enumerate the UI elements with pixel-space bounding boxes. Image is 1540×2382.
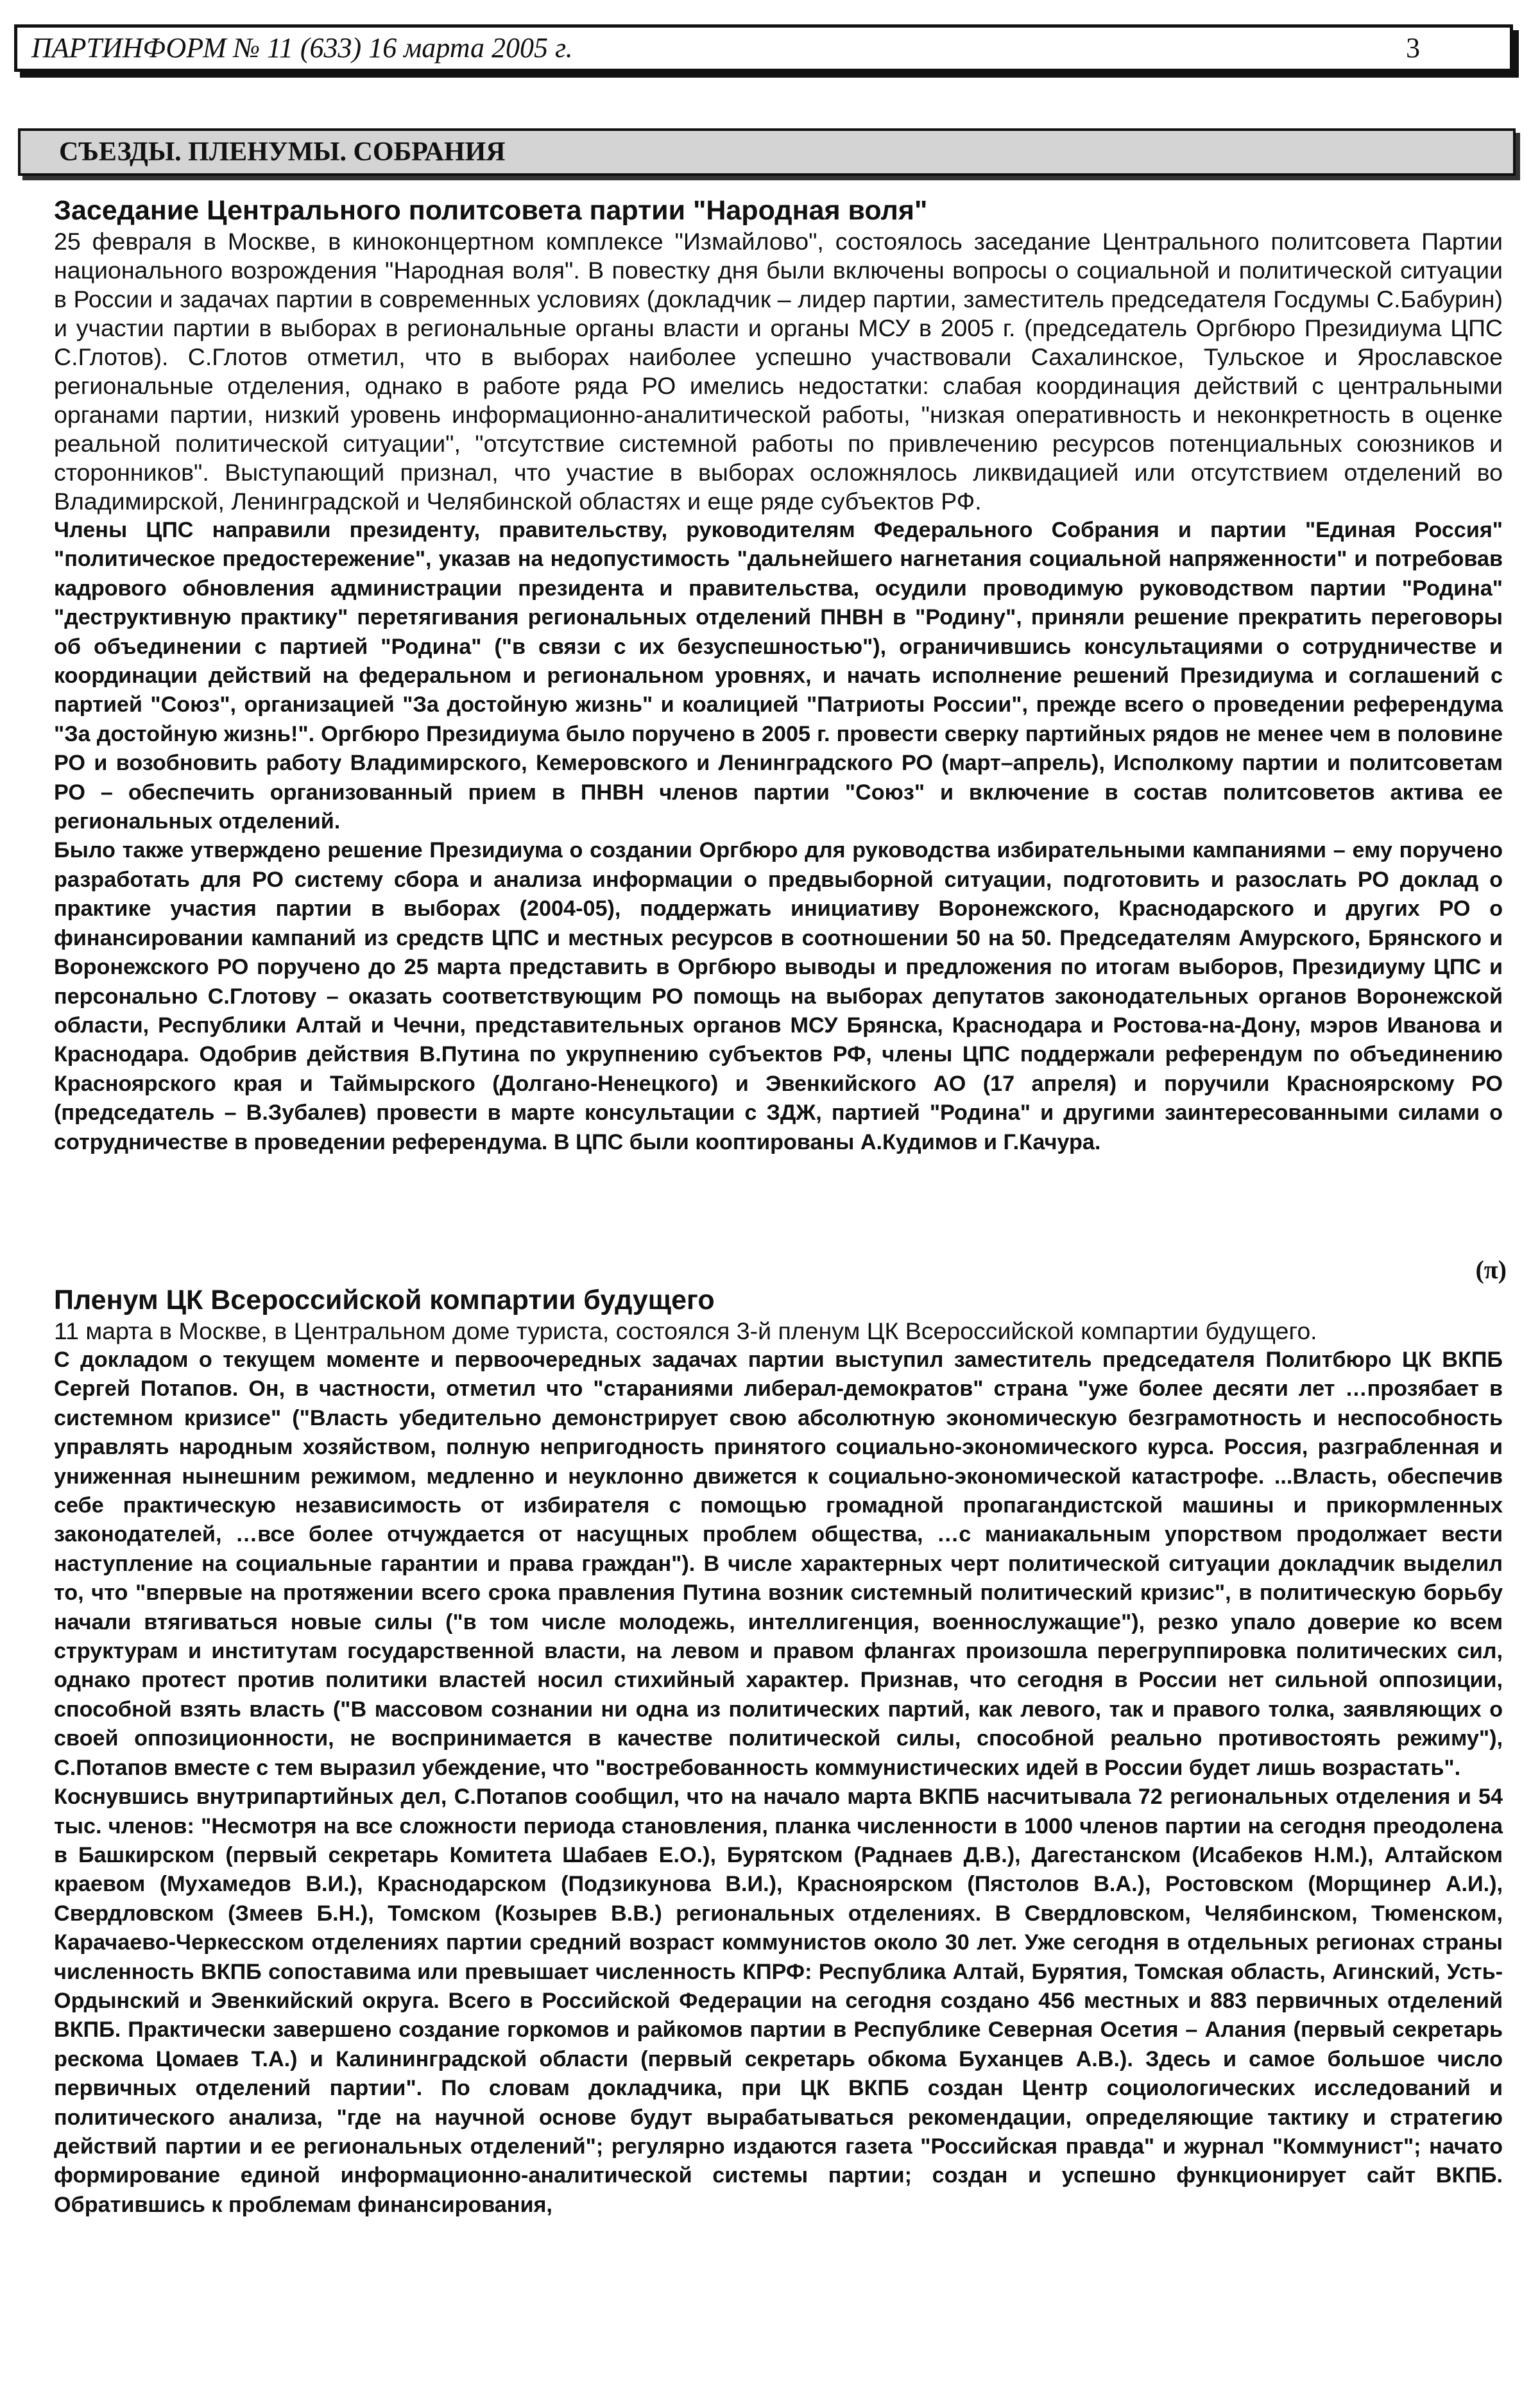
page-header <box>14 24 1513 72</box>
article-title: Заседание Центрального политсовета партии "Народная воля" <box>54 195 928 226</box>
article-signature: (π) <box>1475 1255 1507 1284</box>
article-paragraph: Было также утверждено решение Президиума о создании Оргбюро для руководства избирательными кампаниями – ему поручено разработать для РО систему сбора и анализа информации о предвыборной ситуации, подготовить и разослать РО доклад о практике участия партии в выборах (2004-05), поддержать инициативу Воронежского, Краснодарского и других РО о финансировании кампаний из средств ЦПС и местных ресурсов в соотношении 50 на 50. Председателям Амурского, Брянского и Воронежского РО поручено до 25 марта представить в Оргбюро выводы и предложения по итогам выборов, Президиуму ЦПС и персонально С.Глотову – оказать соответствующим РО помощь на выборах депутатов законодательных органов Воронежской области, Республики Алтай и Чечни, представительных органов МСУ Брянска, Краснодара и Ростова-на-Дону, мэров Иванова и Краснодара. Одобрив действия В.Путина по укрупнению субъектов РФ, члены ЦПС поддержали референдум по объединению Красноярского края и Таймырского (Долгано-Ненецкого) и Эвенкийского АО (17 апреля) и поручили Красноярскому РО (председатель – В.Зубалев) провести в марте консультации с ЗДЖ, партией "Родина" и другими заинтересованными силами о сотрудничестве в проведении референдума. В ЦПС были кооптированы А.Кудимов и Г.Качура. <box>54 838 1503 1154</box>
article-lead: 11 марта в Москве, в Центральном доме туриста, состоялся 3-й пленум ЦК Всероссийской компартии будущего. <box>54 1317 1317 1344</box>
section-title: СЪЕЗДЫ. ПЛЕНУМЫ. СОБРАНИЯ <box>59 137 506 167</box>
article-lead: 25 февраля в Москве, в киноконцертном комплексе "Измайлово", состоялось заседание Центрального политсовета Партии национального возрождения "Народная воля". В повестку дня были включены вопросы о социальной и политической ситуации в России и задачах партии в современных условиях (докладчик – лидер партии, заместитель председателя Госдумы С.Бабурин) и участии партии в выборах в региональные органы власти и органы МСУ в 2005 г. (председатель Оргбюро Президиума ЦПС С.Глотов). С.Глотов отметил, что в выборах наиболее успешно участвовали Сахалинское, Тульское и Ярославское региональные отделения, однако в работе ряда РО имелись недостатки: слабая координация действий с центральными органами партии, низкий уровень информационно-аналитической работы, "низкая оперативность и неконкретность в оценке реальной политической ситуации", "отсутствие системной работы по привлечению ресурсов потенциальных союзников и сторонников". Выступающий признал, что участие в выборах осложнялось ликвидацией или отсутствием отделений во Владимирской, Ленинградской и Челябинской областях и еще ряде субъектов РФ. <box>54 228 1503 515</box>
page-number: 3 <box>1406 32 1420 64</box>
article-people-will <box>54 194 1503 1157</box>
article-title: Пленум ЦК Всероссийской компартии будущего <box>54 1285 715 1315</box>
article-paragraph: С докладом о текущем моменте и первоочередных задачах партии выступил заместитель председателя Политбюро ЦК ВКПБ Сергей Потапов. Он, в частности, отметил что "стараниями либерал-демократов" страна "уже более десяти лет …прозябает в системном кризисе" ("Власть убедительно демонстрирует свою абсолютную экономическую безграмотность и неспособность управлять народным хозяйством, полную непригодность принятого социально-экономического курса. Россия, разграбленная и униженная нынешним режимом, медленно и неуклонно движется к социально-экономической катастрофе. ...Власть, обеспечив себе практическую независимость от избирателя с помощью громадной пропагандистской машины и прикормленных законодателей, …все более отчуждается от насущных проблем общества, …с маниакальным упорством продолжает вести наступление на социальные гарантии и права граждан"). В числе характерных черт политической ситуации докладчик выделил то, что "впервые на протяжении всего срока правления Путина возник системный политический кризис", в политическую борьбу начали втягиваться новые силы ("в том числе молодежь, интеллигенция, военнослужащие"), резко упало доверие ко всем структурам и институтам государственной власти, на левом и правом флангах произошла перегруппировка политических сил, однако протест против политики властей носил стихийный характер. Признав, что сегодня в России нет сильной оппозиции, способной взять власть ("В массовом сознании ни одна из политических партий, как левого, так и правого толка, заявляющих о своей оппозиционности, не воспринимается в качестве политической силы, способной реально противостоять режиму"), С.Потапов вместе с тем выразил убеждение, что "востребованность коммунистических идей в России будет лишь возрастать". <box>54 1348 1503 1780</box>
article-paragraph: Коснувшись внутрипартийных дел, С.Потапов сообщил, что на начало марта ВКПБ насчитывала 72 региональных отделения и 54 тыс. членов: "Несмотря на все сложности периода становления, планка численности в 1000 членов партии на сегодня преодолена в Башкирском (первый секретарь Комитета Шабаев Е.О.), Бурятском (Раднаев Д.В.), Дагестанском (Исабеков Н.М.), Алтайском краевом (Мухамедов В.И.), Краснодарском (Подзикунова В.И.), Красноярском (Пястолов В.А.), Ростовском (Морщинер А.И.), Свердловском (Змеев Б.Н.), Томском (Козырев В.В.) региональных отделениях. В Свердловском, Челябинском, Тюменском, Карачаево-Черкесском отделениях партии средний возраст коммунистов около 30 лет. Уже сегодня в отдельных регионах страны численность ВКПБ сопоставима или превышает численность КПРФ: Республика Алтай, Бурятия, Томская область, Агинский, Усть-Ордынский и Эвенкийский округа. Всего в Российской Федерации на сегодня создано 456 местных и 883 первичных отделений ВКПБ. Практически завершено создание горкомов и райкомов партии в Республике Северная Осетия – Алания (первый секретарь рескома Цомаев Т.А.) и Калининградской области (первый секретарь обкома Буханцев А.В.). Здесь и самое большое число первичных отделений партии". По словам докладчика, при ЦК ВКПБ создан Центр социологических исследований и политического анализа, "где на научной основе будут вырабатываться рекомендации, определяющие тактику и стратегию действий партии и ее региональных отделений"; регулярно издаются газета "Российская правда" и журнал "Коммунист"; начато формирование единой информационно-аналитической системы партии; создан и успешно функционирует сайт ВКПБ. Обратившись к проблемам финансирования, <box>54 1785 1503 2217</box>
section-header <box>18 128 1516 176</box>
article-plenum <box>54 1283 1503 2220</box>
article-paragraph: Члены ЦПС направили президенту, правительству, руководителям Федерального Собрания и партии "Единая Россия" "политическое предостережение", указав на недопустимость "дальнейшего нагнетания социальной напряженности" и потребовав кадрового обновления администрации президента и правительства, осудили проводимую руководством партии "Родина" "деструктивную практику" перетягивания региональных отделений ПНВН в "Родину", приняли решение прекратить переговоры об объединении с партией "Родина" ("в связи с их безуспешностью"), ограничившись консультациями о сотрудничестве и координации действий на федеральном и региональном уровнях, и начать исполнение решений Президиума и соглашений с партией "Союз", организацией "За достойную жизнь" и коалицией "Патриоты России", прежде всего о проведении референдума "За достойную жизнь!". Оргбюро Президиума было поручено в 2005 г. провести сверку партийных рядов не менее чем в половине РО и возобновить работу Владимирского, Кемеровского и Ленинградского РО (март–апрель), Исполкому партии и политсоветам РО – обеспечить организованный прием в ПНВН членов партии "Союз" и включение в состав политсоветов актива ее региональных отделений. <box>54 518 1503 834</box>
publication-info: ПАРТИНФОРМ № 11 (633) 16 марта 2005 г. <box>31 32 573 64</box>
